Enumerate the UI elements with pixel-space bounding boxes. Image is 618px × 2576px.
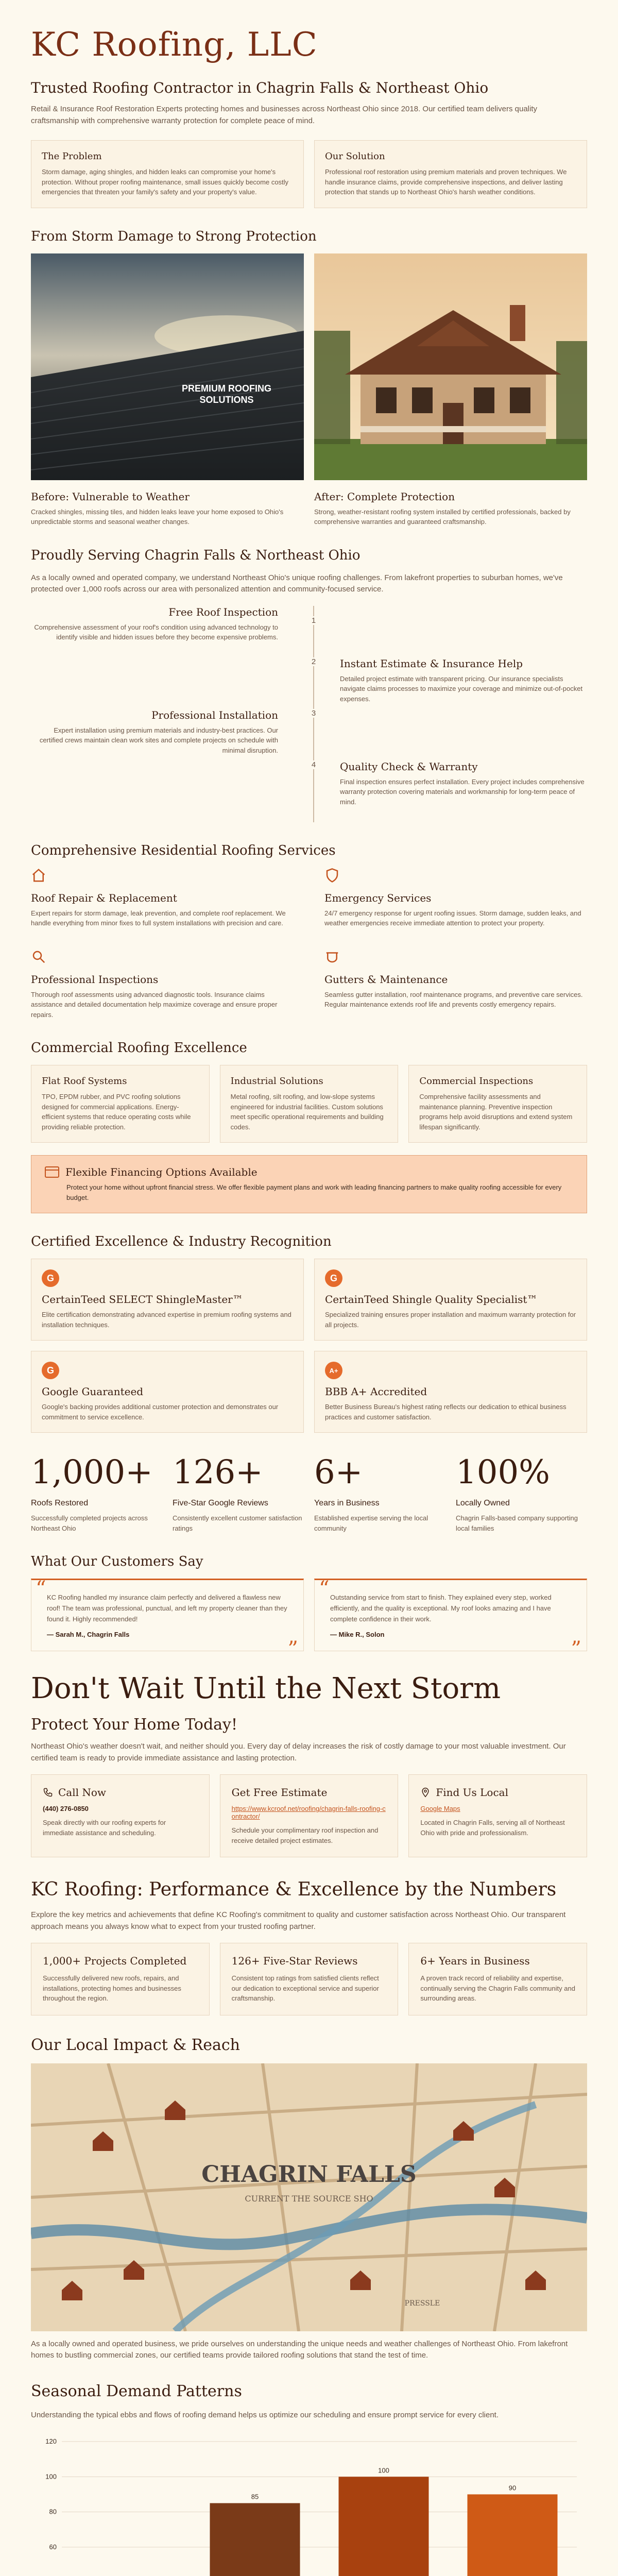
cert-text: Google's backing provides additional customer protection and demonstrates our commitment to service excellence.	[42, 1403, 279, 1421]
before-after-row	[31, 253, 587, 527]
cert-badge-icon: A+	[325, 1362, 342, 1379]
stat-desc: Successfully completed projects across Northeast Ohio	[31, 1514, 148, 1532]
cert-title: Google Guaranteed	[42, 1385, 144, 1398]
process-step-4	[340, 760, 587, 807]
phone-icon	[43, 1787, 53, 1798]
kpi-title: 126+ Five-Star Reviews	[231, 1955, 358, 1968]
shield-icon	[324, 868, 340, 883]
stat-label: Five-Star Google Reviews	[173, 1499, 268, 1507]
step-text: Detailed project estimate with transparent pricing. Our insurance specialists navigate claims processes to maximize your coverage and minimize out-of-pocket expenses.	[340, 674, 583, 703]
stat-desc: Established expertise serving the local community	[314, 1514, 428, 1532]
problem-card	[31, 140, 304, 208]
call-heading	[43, 1786, 198, 1799]
section-title-before-after: From Storm Damage to Strong Protection	[31, 228, 317, 244]
stat-label: Locally Owned	[456, 1499, 510, 1507]
google-maps-link[interactable]: Google Maps	[420, 1805, 460, 1813]
service-text: Expert repairs for storm damage, leak prevention, and complete roof replacement. We handle everything from minor fixes to full system installations with precision and care.	[31, 909, 286, 927]
card-title: Industrial Solutions	[230, 1076, 323, 1087]
card-text: Metal roofing, silt roofing, and low-slope systems engineered for industrial facilities. Custom solutions meet specific operational requirements and building codes.	[230, 1093, 384, 1131]
seasonal-intro: Understanding the typical ebbs and flows of roofing demand helps us optimize our scheduling and ensure prompt service for every client.	[31, 2410, 499, 2419]
gutter-icon	[324, 949, 340, 964]
kpi-text: Consistent top ratings from satisfied clients reflect our dedication to exceptional service and superior craftsmanship.	[231, 1974, 379, 2003]
site-title: KC Roofing, LLC	[31, 26, 318, 64]
call-text: Speak directly with our roofing experts for immediate assistance and scheduling.	[43, 1819, 166, 1837]
certifications-grid	[31, 1259, 587, 1433]
kpi-text: A proven track record of reliability and expertise, continually serving the Chagrin Falls community and surrounding areas.	[420, 1974, 575, 2003]
location-text: Located in Chagrin Falls, serving all of Northeast Ohio with pride and professionalism.	[420, 1819, 565, 1837]
estimate-card	[220, 1774, 399, 1857]
kpi-card	[31, 1943, 210, 2015]
cert-badge-icon: G	[42, 1269, 59, 1287]
cert-badge-icon: G	[325, 1269, 342, 1287]
stat-label: Years in Business	[314, 1499, 380, 1507]
map-label: CHAGRIN FALLS	[201, 2161, 417, 2188]
before-text: Cracked shingles, missing tiles, and hidden leaks leave your home exposed to Ohio's unpredictable storms and seasonal weather changes.	[31, 507, 284, 526]
bar-spring	[210, 2503, 300, 2576]
search-icon	[31, 949, 46, 964]
card-text: TPO, EPDM rubber, and PVC roofing solutions designed for commercial applications. Energy-efficient systems that reduce operating costs while providing reliable protection.	[42, 1093, 191, 1131]
stat-roofs	[31, 1453, 162, 1533]
stat-reviews	[173, 1453, 304, 1533]
step-number: 1	[305, 616, 322, 625]
bar-chart-svg	[31, 2431, 587, 2576]
location-heading	[420, 1786, 575, 1799]
serving-intro: As a locally owned and operated company, we understand Northeast Ohio's unique roofing challenges. From lakefront properties to suburban homes, we've protected over 1,000 roofs across our area with personalized attention and community-focused service.	[31, 573, 563, 594]
financing-text: Protect your home without upfront financial stress. We offer flexible payment plans and work with leading financing partners to make quality roofing accessible for every budget.	[66, 1183, 562, 1201]
performance-row	[31, 1943, 587, 2015]
stats-row	[31, 1453, 587, 1533]
bar-summer	[339, 2477, 429, 2576]
card-text: Professional roof restoration using premium materials and proven techniques. We handle insurance claims, provide comprehensive inspections, and deliver lasting protection that stands up to Northeast Ohio's harsh weather conditions.	[325, 168, 567, 196]
card-title: Commercial Inspections	[419, 1076, 534, 1087]
card-title: Our Solution	[325, 151, 385, 162]
stat-number: 6+	[314, 1453, 363, 1492]
cert-title: CertainTeed SELECT ShingleMaster™	[42, 1293, 243, 1306]
process-step-2	[340, 657, 587, 704]
bar-fall	[468, 2495, 558, 2576]
overlay-line1: PREMIUM ROOFING	[182, 383, 271, 394]
cert-text: Better Business Bureau's highest rating reflects our dedication to ethical business practices and customer satisfaction.	[325, 1403, 566, 1421]
service-title: Roof Repair & Replacement	[31, 891, 177, 904]
services-grid	[31, 868, 587, 1020]
cert-badge-icon: G	[42, 1362, 59, 1379]
commercial-card	[408, 1065, 587, 1143]
before-column	[31, 253, 304, 527]
section-title-testimonials: What Our Customers Say	[31, 1554, 203, 1569]
commercial-card	[31, 1065, 210, 1143]
stat-desc: Consistently excellent customer satisfaction ratings	[173, 1514, 302, 1532]
map-pin-icon	[420, 1787, 431, 1798]
after-image	[314, 253, 587, 480]
before-title: Before: Vulnerable to Weather	[31, 490, 190, 503]
step-title: Professional Installation	[151, 708, 278, 721]
stat-number: 100%	[456, 1453, 550, 1492]
testimonial-author: — Mike R., Solon	[330, 1631, 385, 1639]
card-text: Storm damage, aging shingles, and hidden leaks can compromise your home's protection. Without proper roofing maintenance, small issues quickly become costly emergencies that threaten your family's safety and your property's value.	[42, 168, 289, 196]
financing-banner	[31, 1155, 587, 1213]
cta-subtitle: Protect Your Home Today!	[31, 1716, 238, 1734]
service-text: 24/7 emergency response for urgent roofing issues. Storm damage, sudden leaks, and weather emergencies receive immediate attention to protect your property.	[324, 909, 581, 927]
testimonials-row	[31, 1577, 587, 1662]
service-gutters	[324, 949, 587, 1020]
bar-value-label: 90	[508, 2484, 517, 2492]
phone-number[interactable]: (440) 276-0850	[43, 1805, 89, 1813]
house-icon	[31, 868, 46, 883]
cert-card	[314, 1259, 587, 1341]
process-step-3	[31, 709, 278, 756]
map-sublabel: CURRENT THE SOURCE SHO	[245, 2193, 373, 2204]
section-title-serving: Proudly Serving Chagrin Falls & Northeast Ohio	[31, 547, 360, 563]
step-number: 3	[305, 709, 322, 718]
testimonial-text: Outstanding service from start to finish. They explained every step, worked efficiently, and the quality is exceptional. My roof looks amazing and I have complete confidence in their work.	[330, 1594, 552, 1623]
after-column	[314, 253, 587, 527]
cta-text: Northeast Ohio's weather doesn't wait, and neither should you. Every day of delay increases the risk of costly damage to your most valuable investment. Our certified team is ready to provide immediate assistance and lasting protection.	[31, 1742, 566, 1762]
stat-desc: Chagrin Falls-based company supporting local families	[456, 1514, 578, 1532]
kpi-card	[220, 1943, 399, 2015]
section-title-commercial: Commercial Roofing Excellence	[31, 1040, 247, 1056]
y-tick-label: 120	[45, 2437, 57, 2446]
estimate-title: Get Free Estimate	[231, 1786, 328, 1799]
y-tick-label: 100	[45, 2472, 57, 2481]
after-text: Strong, weather-resistant roofing system installed by certified professionals, backed by comprehensive warranties and guaranteed craftsmanship.	[314, 507, 571, 526]
map-bottom-label: PRESSLE	[404, 2299, 440, 2308]
after-title: After: Complete Protection	[314, 490, 455, 503]
location-card	[408, 1774, 587, 1857]
step-text: Comprehensive assessment of your roof's condition using advanced technology to identify visible and hidden issues before they become expensive problems.	[34, 623, 278, 641]
quote-close-icon: ”	[287, 1637, 298, 1662]
testimonial-author: — Sarah M., Chagrin Falls	[47, 1631, 130, 1639]
cert-title: CertainTeed Shingle Quality Specialist™	[325, 1293, 538, 1306]
contact-row	[31, 1774, 587, 1857]
section-title-certifications: Certified Excellence & Industry Recognition	[31, 1234, 332, 1249]
step-text: Expert installation using premium materials and industry-best practices. Our certified crews maintain clean work sites and complete projects on schedule with minimal disruption.	[39, 726, 278, 754]
impact-text: As a locally owned and operated business, we pride ourselves on understanding the unique needs and weather challenges of Northeast Ohio. From lakefront homes to bustling commercial zones, our certified teams provide tailored roofing solutions that stand the test of time.	[31, 2339, 568, 2360]
credit-card-icon	[45, 1166, 59, 1178]
testimonial-text: KC Roofing handled my insurance claim perfectly and delivered a flawless new roof! The team was professional, punctual, and left my property cleaner than they found it. Highly recommended!	[47, 1594, 287, 1623]
before-image	[31, 253, 304, 480]
solution-card	[314, 140, 587, 208]
problem-solution-row	[31, 140, 587, 208]
estimate-text: Schedule your complimentary roof inspection and receive detailed project estimates.	[231, 1826, 379, 1844]
kpi-title: 6+ Years in Business	[420, 1955, 530, 1968]
stat-years	[314, 1453, 445, 1533]
step-number: 2	[305, 657, 322, 666]
quote-close-icon: ”	[571, 1637, 581, 1662]
section-title-impact: Our Local Impact & Reach	[31, 2036, 240, 2054]
service-title: Emergency Services	[324, 891, 432, 904]
intro-text: Retail & Insurance Roof Restoration Experts protecting homes and businesses across Northeast Ohio since 2018. Our certified team delivers quality craftsmanship with comprehensive warranty protection for complete peace of mind.	[31, 105, 537, 125]
cert-card	[314, 1351, 587, 1433]
quote-open-icon: “	[36, 1577, 46, 1601]
step-title: Instant Estimate & Insurance Help	[340, 657, 523, 670]
impact-map-image	[31, 2063, 587, 2331]
service-inspections	[31, 949, 294, 1020]
card-text: Comprehensive facility assessments and maintenance planning. Preventive inspection programs help avoid disruptions and extend system lifespan significantly.	[419, 1093, 573, 1131]
commercial-row	[31, 1065, 587, 1143]
location-title: Find Us Local	[436, 1786, 508, 1799]
section-title-seasonal: Seasonal Demand Patterns	[31, 2382, 242, 2400]
service-text: Thorough roof assessments using advanced diagnostic tools. Insurance claims assistance and detailed documentation help maximize coverage and ensure proper repairs.	[31, 990, 278, 1019]
commercial-card	[220, 1065, 399, 1143]
service-roof-repair	[31, 868, 294, 928]
kpi-card	[408, 1943, 587, 2015]
process-step-1	[31, 606, 278, 642]
step-title: Quality Check & Warranty	[340, 760, 478, 773]
stat-local	[456, 1453, 587, 1533]
seasonal-chart	[31, 2431, 587, 2576]
cert-text: Elite certification demonstrating advanced expertise in premium roofing systems and installation techniques.	[42, 1311, 291, 1329]
service-text: Seamless gutter installation, roof maintenance programs, and preventive care services. Regular maintenance extends roof life and prevents costly emergency repairs.	[324, 990, 583, 1008]
stat-number: 1,000+	[31, 1453, 153, 1492]
financing-title: Flexible Financing Options Available	[65, 1166, 258, 1178]
section-title-services: Comprehensive Residential Roofing Services	[31, 842, 336, 858]
y-tick-label: 80	[49, 2507, 57, 2516]
service-emergency	[324, 868, 587, 928]
kpi-title: 1,000+ Projects Completed	[43, 1955, 187, 1968]
estimate-link[interactable]: https://www.kcroof.net/roofing/chagrin-falls-roofing-contractor/	[231, 1805, 386, 1821]
service-title: Gutters & Maintenance	[324, 973, 448, 986]
call-card	[31, 1774, 210, 1857]
performance-title: KC Roofing: Performance & Excellence by the Numbers	[31, 1879, 557, 1901]
bar-value-label: 85	[251, 2493, 259, 2501]
stat-label: Roofs Restored	[31, 1499, 89, 1507]
performance-intro: Explore the key metrics and achievements that define KC Roofing's commitment to quality and customer satisfaction across Northeast Ohio. Our transparent approach means you always know what to expect from your trusted roofing partner.	[31, 1910, 566, 1931]
cert-title: BBB A+ Accredited	[325, 1385, 427, 1398]
kpi-text: Successfully delivered new roofs, repairs, and installations, protecting homes and businesses throughout the region.	[43, 1974, 181, 2003]
step-number: 4	[305, 760, 322, 769]
overlay-line2: SOLUTIONS	[199, 394, 254, 405]
testimonial-card	[314, 1577, 587, 1662]
estimate-heading	[232, 1786, 387, 1799]
quote-open-icon: “	[319, 1577, 330, 1601]
testimonial-card	[31, 1577, 304, 1662]
financing-heading	[45, 1166, 573, 1178]
cta-title: Don't Wait Until the Next Storm	[31, 1672, 501, 1706]
process-timeline	[31, 606, 587, 822]
stat-number: 126+	[173, 1453, 263, 1492]
y-tick-label: 60	[49, 2543, 57, 2551]
cert-card	[31, 1351, 304, 1433]
cert-card	[31, 1259, 304, 1341]
cert-text: Specialized training ensures proper installation and maximum warranty protection for all projects.	[325, 1311, 576, 1329]
tagline: Trusted Roofing Contractor in Chagrin Falls & Northeast Ohio	[31, 79, 489, 96]
bar-value-label: 100	[378, 2466, 389, 2475]
step-text: Final inspection ensures perfect installation. Every project includes comprehensive warranty protection covering materials and workmanship for long-term peace of mind.	[340, 777, 585, 806]
card-title: Flat Roof Systems	[42, 1076, 127, 1087]
call-title: Call Now	[58, 1786, 107, 1799]
card-title: The Problem	[42, 151, 102, 162]
step-title: Free Roof Inspection	[168, 605, 278, 618]
service-title: Professional Inspections	[31, 973, 159, 986]
